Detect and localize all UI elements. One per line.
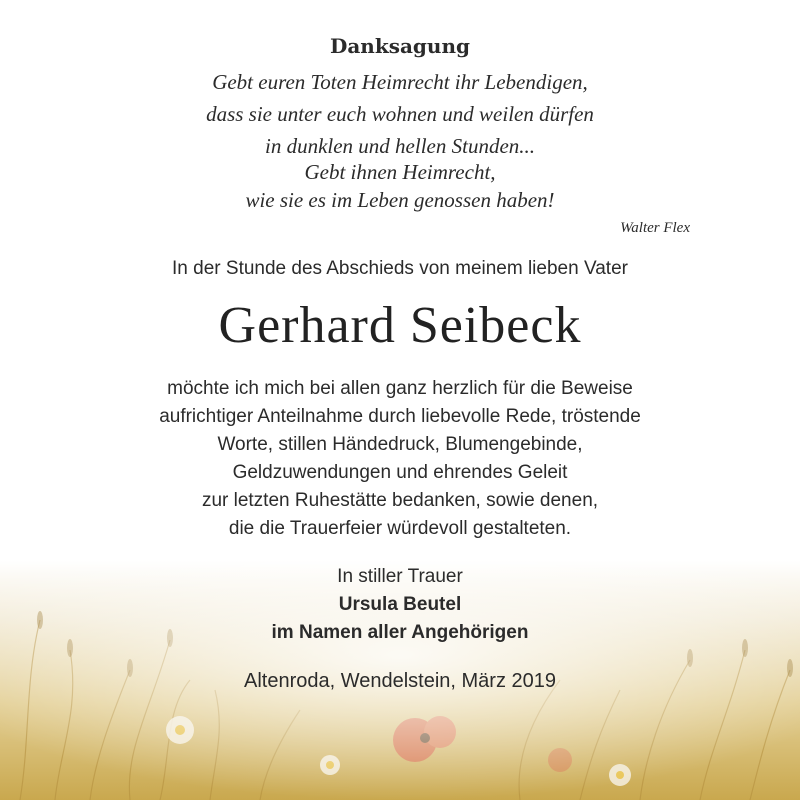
poem-line: dass sie unter euch wohnen und weilen dürfen [206, 102, 594, 126]
poem-line: in dunklen und hellen Stunden... [264, 134, 536, 158]
poem-line: wie sie es im Leben genossen haben! [245, 188, 555, 212]
thanks-line: die die Trauerfeier würdevoll gestalteten. [228, 518, 572, 539]
intro-text: In der Stunde des Abschieds von meinem lieben Vater [172, 258, 628, 279]
poem-author: Walter Flex [620, 220, 690, 236]
thanks-line: möchte ich mich bei allen ganz herzlich für die Beweise [167, 378, 633, 399]
deceased-name: Gerhard Seibeck [218, 297, 582, 354]
place-date: Altenroda, Wendelstein, März 2019 [243, 670, 557, 692]
thanks-line: Worte, stillen Händedruck, Blumengebinde, [217, 434, 583, 455]
poem-line: Gebt ihnen Heimrecht, [304, 160, 496, 184]
heading: Danksagung [330, 34, 470, 58]
signature-name: Ursula Beutel [338, 594, 462, 615]
poem-line: Gebt euren Toten Heimrecht ihr Lebendigen, [212, 70, 588, 94]
thanks-line: Geldzuwendungen und ehrendes Geleit [232, 462, 568, 483]
thanks-line: zur letzten Ruhestätte bedanken, sowie denen, [201, 490, 599, 511]
thanks-line: aufrichtiger Anteilnahme durch liebevolle Rede, tröstende [159, 406, 641, 427]
signature-closing: In stiller Trauer [337, 566, 463, 587]
signature-on-behalf: im Namen aller Angehörigen [271, 622, 529, 643]
